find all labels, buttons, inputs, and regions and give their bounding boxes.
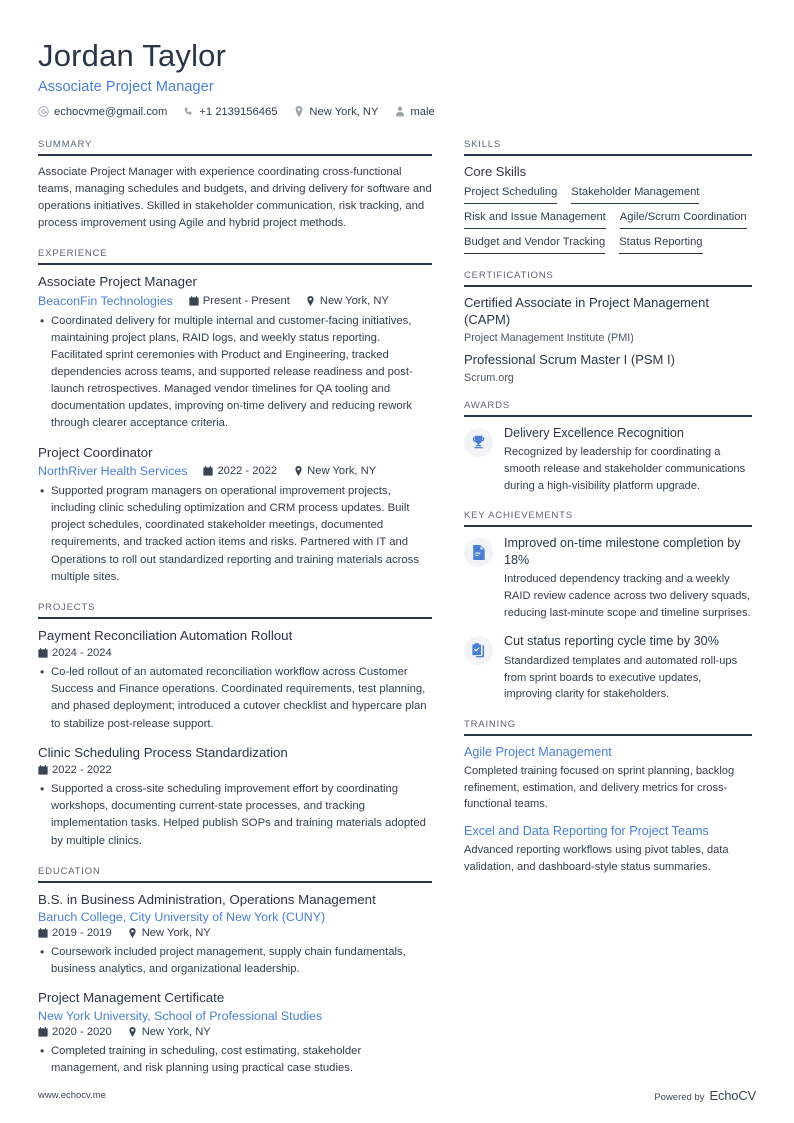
calendar-icon (38, 927, 48, 938)
achievement-item (464, 633, 752, 703)
section-title-experience: EXPERIENCE (38, 248, 108, 260)
award-title: Delivery Excellence Recognition (504, 425, 684, 440)
location-pin-icon (306, 295, 316, 306)
bullet: • Coordinated delivery for multiple internal and customer-facing initiatives, maintaining project plans, RAID logs, and weekly status reporting. Facilitated sprint ceremonies with Product and Engineering, tracked dependencies across teams, and supported release readiness and post-launch retrospectives. Managed vendor timelines for QA tooling and documentation updates, improving on-time delivery and reducing rework through clearer acceptance criteria. (38, 313, 432, 433)
education-school: New York University, School of Professional Studies (38, 1008, 323, 1023)
achievement-title: Improved on-time milestone completion by 18% (504, 536, 741, 567)
experience-meta (38, 294, 432, 308)
section-skills (464, 139, 752, 254)
section-awards (464, 400, 752, 495)
education-location: New York, NY (128, 1026, 211, 1038)
project-item (38, 627, 432, 733)
calendar-icon (38, 1026, 48, 1037)
experience-location: New York, NY (306, 295, 389, 307)
training-item (464, 823, 752, 876)
document-icon (464, 538, 493, 567)
person-icon (394, 106, 405, 118)
page-footer (38, 1088, 756, 1103)
skill-tag: Stakeholder Management (571, 185, 699, 204)
section-experience (38, 248, 432, 586)
contact-email-value: echocvme@gmail.com (54, 105, 168, 118)
training-title: Excel and Data Reporting for Project Teams (464, 824, 709, 839)
training-title: Agile Project Management (464, 744, 612, 759)
location-pin-icon (293, 465, 303, 476)
section-title-skills: SKILLS (464, 138, 502, 150)
section-summary (38, 139, 432, 233)
education-item (38, 891, 432, 979)
echocv-logo: EchoCV (709, 1088, 756, 1103)
experience-company: BeaconFin Technologies (38, 293, 173, 308)
experience-item (38, 444, 432, 586)
location-pin-icon (128, 927, 138, 938)
skill-group-title: Core Skills (464, 163, 527, 179)
skill-tag-list (464, 185, 752, 254)
section-title-certifications: CERTIFICATIONS (464, 269, 554, 281)
calendar-icon (38, 648, 48, 659)
bullet: • Supported a cross-site scheduling improvement effort by coordinating workshops, documenting current-state processes, and tracking implementation tasks. Helped publish SOPs and training materials adopted by multiple clinics. (38, 781, 432, 850)
right-column (464, 139, 752, 876)
experience-location: New York, NY (293, 465, 376, 477)
bullet: • Co-led rollout of an automated reconciliation workflow across Customer Success and Finance operations. Coordinated requirements, test planning, and phased deployment; introduced a cutover checklist and hypercare plan to stabilize post-release support. (38, 664, 432, 733)
certification-issuer: Project Management Institute (PMI) (464, 331, 634, 344)
candidate-role: Associate Project Manager (38, 78, 214, 95)
project-dates: 2022 - 2022 (38, 764, 112, 776)
education-degree: B.S. in Business Administration, Operations Management (38, 891, 376, 907)
section-title-key-achievements: KEY ACHIEVEMENTS (464, 510, 573, 522)
resume-columns (38, 139, 756, 1079)
experience-meta (38, 464, 432, 478)
training-description: Advanced reporting workflows using pivot tables, data validation, and dashboard-style status summaries. (464, 844, 729, 874)
contact-phone-value: +1 2139156465 (199, 105, 278, 118)
section-title-training: TRAINING (464, 718, 516, 730)
project-dates: 2024 - 2024 (38, 647, 112, 659)
section-key-achievements (464, 510, 752, 703)
contact-row (38, 106, 756, 118)
contact-location (293, 106, 378, 118)
calendar-icon (38, 765, 48, 776)
experience-dates: 2022 - 2022 (203, 465, 277, 477)
calendar-icon (203, 465, 213, 476)
skill-tag: Risk and Issue Management (464, 210, 606, 229)
education-bullets (38, 1043, 432, 1077)
contact-location-value: New York, NY (309, 105, 379, 118)
bullet: • Supported program managers on operational improvement projects, including clinic scheduling optimization and CRM process updates. Built project schedules, coordinated stakeholder meetings, documented requirements, and tracked action items and risks. Partnered with IT and Operations to roll out standardized reporting and training materials across multiple sites. (38, 483, 432, 586)
training-description: Completed training focused on sprint planning, backlog refinement, estimation, and delivery metrics for cross-functional teams. (464, 765, 735, 811)
section-title-education: EDUCATION (38, 865, 101, 877)
education-location: New York, NY (128, 927, 211, 939)
project-name: Payment Reconciliation Automation Rollout (38, 627, 293, 643)
footer-powered-by-label: Powered by (654, 1092, 705, 1103)
education-school: Baruch College, City University of New York (CUNY) (38, 909, 326, 924)
experience-position: Associate Project Manager (38, 274, 197, 290)
phone-icon (183, 106, 194, 118)
education-item (38, 989, 432, 1077)
education-dates: 2019 - 2019 (38, 927, 112, 939)
project-meta (38, 647, 432, 659)
section-training (464, 719, 752, 876)
skill-tag: Project Scheduling (464, 185, 557, 204)
education-meta (38, 927, 432, 939)
section-projects (38, 602, 432, 850)
email-icon (38, 106, 49, 118)
certification-name: Professional Scrum Master I (PSM I) (464, 351, 675, 367)
certification-issuer: Scrum.org (464, 371, 514, 384)
project-bullets (38, 781, 432, 850)
project-name: Clinic Scheduling Process Standardization (38, 744, 288, 760)
skill-tag: Budget and Vendor Tracking (464, 235, 605, 254)
achievement-title: Cut status reporting cycle time by 30% (504, 634, 719, 649)
project-item (38, 744, 432, 850)
training-item (464, 744, 752, 813)
contact-gender (394, 106, 434, 118)
project-bullets (38, 664, 432, 733)
certification-item (464, 295, 752, 344)
section-certifications (464, 270, 752, 384)
skill-tag: Status Reporting (619, 235, 702, 254)
education-bullets (38, 944, 432, 978)
section-title-awards: AWARDS (464, 399, 510, 411)
clipboard-check-icon (464, 636, 493, 665)
skill-tag: Agile/Scrum Coordination (620, 210, 747, 229)
experience-item (38, 273, 432, 432)
contact-email (38, 106, 167, 118)
calendar-icon (189, 295, 199, 306)
trophy-icon (464, 428, 493, 457)
location-pin-icon (128, 1026, 138, 1037)
left-column (38, 139, 432, 1079)
achievement-item (464, 535, 752, 621)
section-title-summary: SUMMARY (38, 138, 93, 150)
section-education (38, 866, 432, 1077)
education-degree: Project Management Certificate (38, 990, 225, 1006)
certification-name: Certified Associate in Project Management (CAPM) (464, 294, 709, 327)
resume-header (38, 38, 756, 118)
location-pin-icon (293, 106, 304, 118)
experience-company: NorthRiver Health Services (38, 463, 188, 478)
bullet: • Completed training in scheduling, cost estimating, stakeholder management, and risk planning using practical case studies. (38, 1043, 432, 1077)
summary-text: Associate Project Manager with experience coordinating cross-functional teams, managing schedules and budgets, and driving delivery for software and operations initiatives. Skilled in stakeholder communication, risk tracking, and process improvement using Agile and hybrid project methods. (38, 165, 432, 230)
experience-position: Project Coordinator (38, 444, 153, 460)
award-description: Recognized by leadership for coordinating a smooth release and stakeholder communications during a high-visibility platform upgrade. (504, 446, 746, 492)
achievement-description: Introduced dependency tracking and a weekly RAID review cadence across two delivery squads, reducing last-minute scope and timeline surprises. (504, 573, 751, 619)
award-item (464, 425, 752, 495)
candidate-name: Jordan Taylor (38, 38, 227, 73)
contact-gender-value: male (410, 105, 435, 118)
education-meta (38, 1026, 432, 1038)
contact-phone (183, 106, 277, 118)
experience-dates: Present - Present (189, 295, 290, 307)
section-title-projects: PROJECTS (38, 601, 96, 613)
experience-bullets (38, 313, 432, 433)
footer-url[interactable]: www.echocv.me (38, 1090, 106, 1101)
footer-brand (654, 1088, 756, 1103)
certification-item (464, 352, 752, 384)
bullet: • Coursework included project management, supply chain fundamentals, business analytics, and organizational leadership. (38, 944, 432, 978)
education-dates: 2020 - 2020 (38, 1026, 112, 1038)
project-meta (38, 764, 432, 776)
achievement-description: Standardized templates and automated roll-ups from sprint boards to executive updates, improving clarity for stakeholders. (504, 654, 738, 701)
experience-bullets (38, 483, 432, 586)
